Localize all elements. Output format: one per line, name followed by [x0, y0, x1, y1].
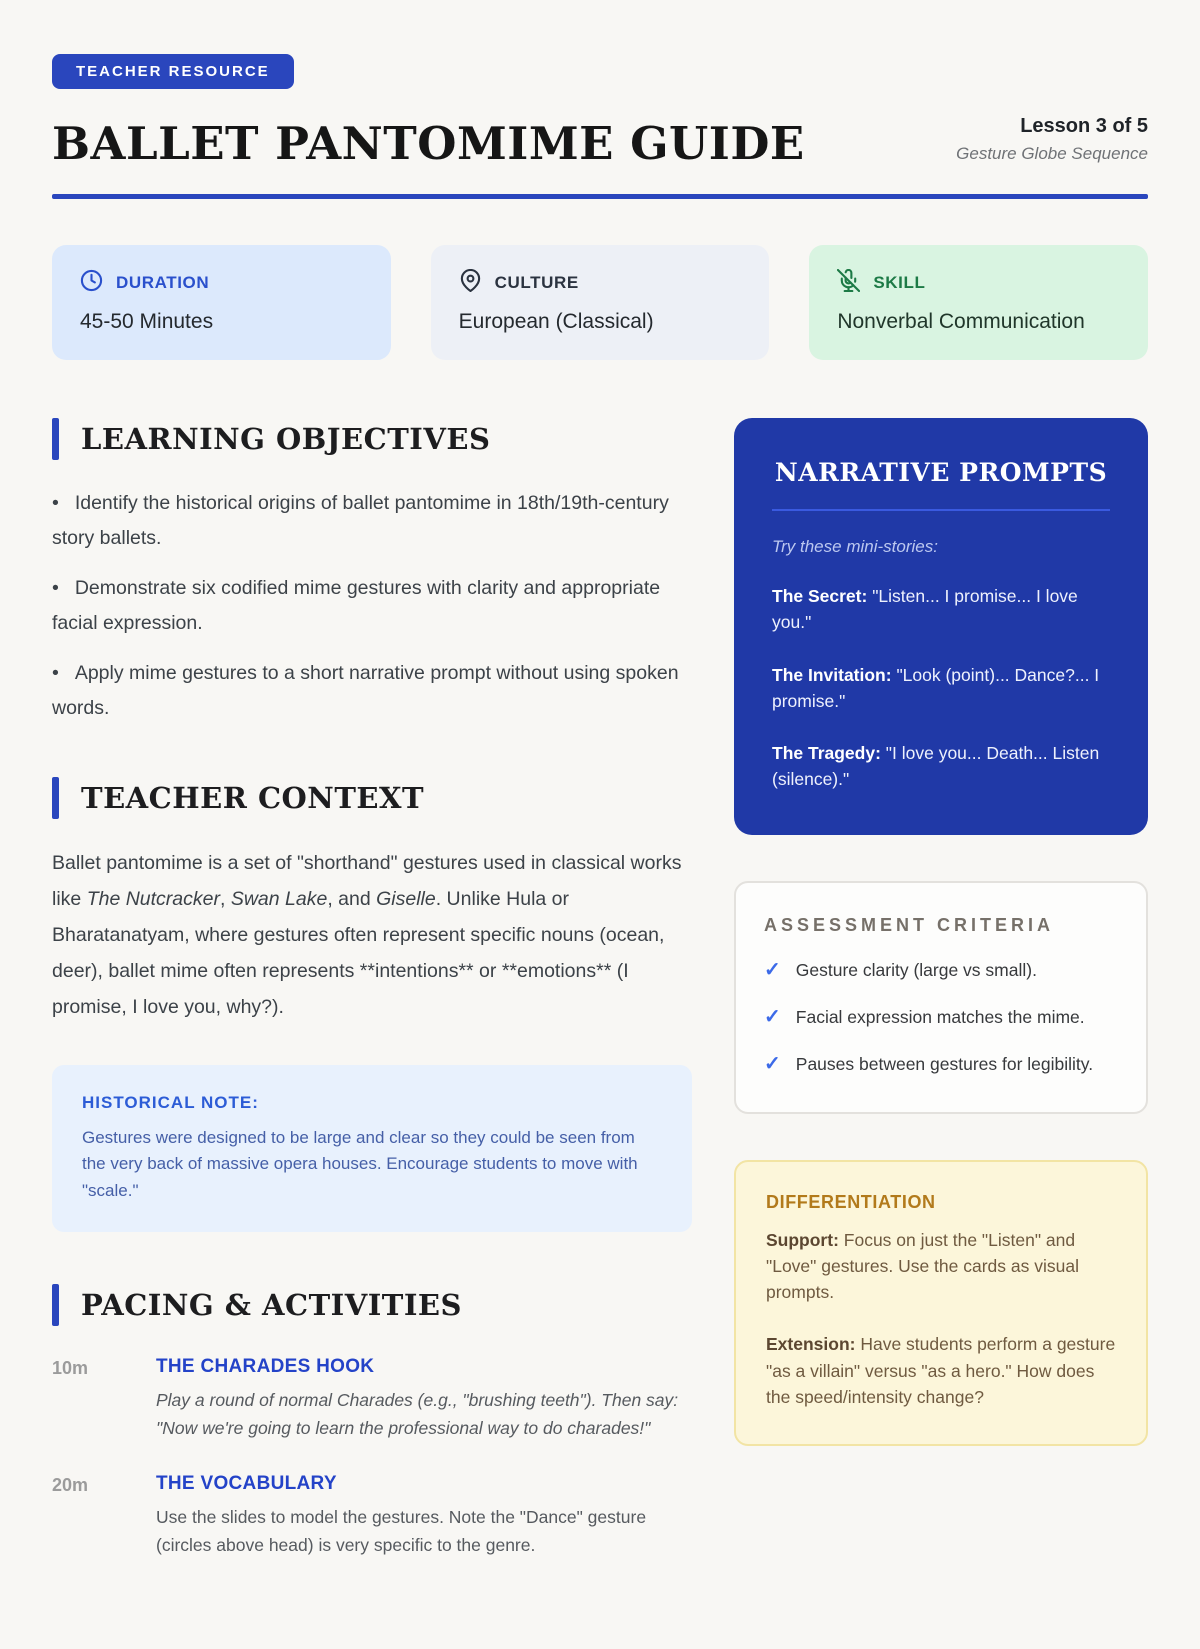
- criteria-item: [764, 1005, 1118, 1030]
- differentiation-label: Support:: [766, 1229, 839, 1250]
- context-text: , and: [327, 887, 377, 910]
- prompts-divider: [772, 509, 1110, 511]
- learning-objectives-section: [52, 418, 692, 727]
- duration-card-head: [80, 269, 363, 297]
- teacher-context-paragraph: [52, 845, 692, 1025]
- differentiation-item: [766, 1331, 1116, 1410]
- pacing-title: PACING & ACTIVITIES: [81, 1287, 462, 1322]
- criteria-text: Gesture clarity (large vs small).: [795, 959, 1037, 980]
- checkmark-icon: ✓: [764, 1053, 781, 1076]
- prompt-text: "Listen... I promise... I love you.": [772, 586, 1078, 633]
- skill-card-head: [837, 269, 1120, 297]
- context-text: Ballet pantomime is a set of "shorthand" gestures used in classical works like: [52, 851, 682, 910]
- objective-item: [52, 656, 692, 726]
- objective-item: [52, 571, 692, 641]
- prompt-text: "I love you... Death... Listen (silence).": [772, 743, 1100, 790]
- info-cards-row: [52, 245, 1148, 360]
- ballet-title: Giselle: [376, 887, 436, 910]
- pacing-head: [52, 1284, 692, 1326]
- historical-note-body: Gestures were designed to be large and clear so they could be seen from the very back of massive opera houses. Encourage students to move with "scale.": [82, 1127, 638, 1200]
- teacher-context-head: [52, 777, 692, 819]
- teacher-context-title: TEACHER CONTEXT: [81, 780, 425, 815]
- differentiation-label: Extension:: [766, 1334, 856, 1355]
- activity-content: [156, 1473, 692, 1560]
- bullet-glyph: •: [52, 577, 59, 600]
- assessment-criteria-title: ASSESSMENT CRITERIA: [764, 914, 1055, 935]
- prompts-intro: Try these mini-stories:: [772, 537, 938, 556]
- historical-note-box: [52, 1065, 692, 1232]
- prompt-text: "Look (point)... Dance?... I promise.": [772, 664, 1100, 711]
- prompt-item: [772, 583, 1110, 636]
- activity-item: [52, 1356, 692, 1443]
- activity-content: [156, 1356, 692, 1443]
- activity-title: THE CHARADES HOOK: [156, 1355, 375, 1377]
- objective-item: [52, 486, 692, 556]
- ballet-title: The Nutcracker: [86, 887, 220, 910]
- culture-card: [431, 245, 770, 360]
- bullet-glyph: •: [52, 662, 59, 685]
- culture-card-head: [459, 269, 742, 297]
- prompt-item: [772, 740, 1110, 793]
- differentiation-item: [766, 1227, 1116, 1306]
- culture-value: European (Classical): [458, 310, 654, 333]
- activity-title: THE VOCABULARY: [156, 1472, 337, 1494]
- assessment-criteria-card: [734, 881, 1148, 1114]
- ballet-title: Swan Lake: [230, 887, 328, 910]
- section-accent-bar: [52, 1284, 59, 1326]
- objective-text: Identify the historical origins of ballet pantomime in 18th/19th-century story ballets.: [52, 492, 669, 550]
- objective-text: Demonstrate six codified mime gestures with clarity and appropriate facial expression.: [52, 577, 661, 635]
- mic-off-icon: [837, 269, 860, 297]
- skill-label: SKILL: [873, 273, 926, 292]
- page-title: BALLET PANTOMIME GUIDE: [52, 116, 805, 170]
- activity-item: [52, 1473, 692, 1560]
- criteria-text: Pauses between gestures for legibility.: [795, 1054, 1094, 1075]
- objective-text: Apply mime gestures to a short narrative prompt without using spoken words.: [52, 662, 679, 720]
- content-columns: [52, 418, 1148, 1609]
- context-text: . Unlike Hula or Bharatanatyam, where gestures often represent specific nouns (ocean, deer), ballet mime often represents **intentions** or **emotions** (I promise, I love you, why?).: [52, 887, 665, 1018]
- activity-description: Use the slides to model the gestures. Note the "Dance" gesture (circles above head) is very specific to the genre.: [156, 1506, 647, 1555]
- page-header: [52, 115, 1148, 168]
- learning-objectives-title: LEARNING OBJECTIVES: [81, 422, 491, 456]
- duration-value: 45-50 Minutes: [80, 310, 214, 333]
- sidebar-column: [734, 418, 1148, 1609]
- skill-card: [809, 245, 1148, 360]
- culture-label: CULTURE: [494, 273, 579, 292]
- differentiation-text: Have students perform a gesture "as a villain" versus "as a hero." How does the speed/intensity change?: [766, 1334, 1116, 1407]
- historical-note-title: HISTORICAL NOTE:: [82, 1092, 259, 1112]
- differentiation-card: [734, 1160, 1148, 1447]
- prompt-label: The Tragedy:: [772, 743, 881, 763]
- narrative-prompts-title: NARRATIVE PROMPTS: [774, 458, 1108, 487]
- lesson-meta: [956, 115, 1148, 168]
- section-accent-bar: [52, 418, 59, 460]
- clock-icon: [80, 269, 103, 297]
- main-column: [52, 418, 692, 1609]
- learning-objectives-head: [52, 418, 692, 460]
- prompt-label: The Secret:: [772, 586, 868, 606]
- teacher-context-section: [52, 777, 692, 1232]
- differentiation-title: DIFFERENTIATION: [766, 1191, 936, 1212]
- lesson-counter: Lesson 3 of 5: [1020, 115, 1148, 137]
- map-pin-icon: [459, 269, 482, 297]
- checkmark-icon: ✓: [764, 1005, 781, 1028]
- narrative-prompts-card: [734, 418, 1148, 835]
- section-accent-bar: [52, 777, 59, 819]
- checkmark-icon: ✓: [764, 958, 781, 981]
- differentiation-text: Focus on just the "Listen" and "Love" gestures. Use the cards as visual prompts.: [766, 1229, 1079, 1303]
- prompt-label: The Invitation:: [772, 664, 892, 685]
- prompt-item: [772, 662, 1110, 715]
- resource-type-badge: TEACHER RESOURCE: [52, 54, 294, 89]
- duration-label: DURATION: [116, 273, 210, 292]
- criteria-text: Facial expression matches the mime.: [795, 1006, 1085, 1027]
- activity-time: 20m: [52, 1474, 89, 1495]
- skill-value: Nonverbal Communication: [837, 310, 1085, 333]
- sequence-name: Gesture Globe Sequence: [956, 144, 1148, 163]
- activity-description: Play a round of normal Charades (e.g., "brushing teeth"). Then say: "Now we're going to learn the professional way to do charades!": [156, 1389, 679, 1439]
- activity-time: 10m: [52, 1357, 89, 1378]
- duration-card: [52, 245, 391, 360]
- header-divider: [52, 194, 1148, 199]
- bullet-glyph: •: [52, 492, 59, 514]
- pacing-section: [52, 1284, 692, 1559]
- context-text: ,: [219, 887, 231, 910]
- criteria-item: [764, 1052, 1118, 1077]
- criteria-item: [764, 958, 1118, 983]
